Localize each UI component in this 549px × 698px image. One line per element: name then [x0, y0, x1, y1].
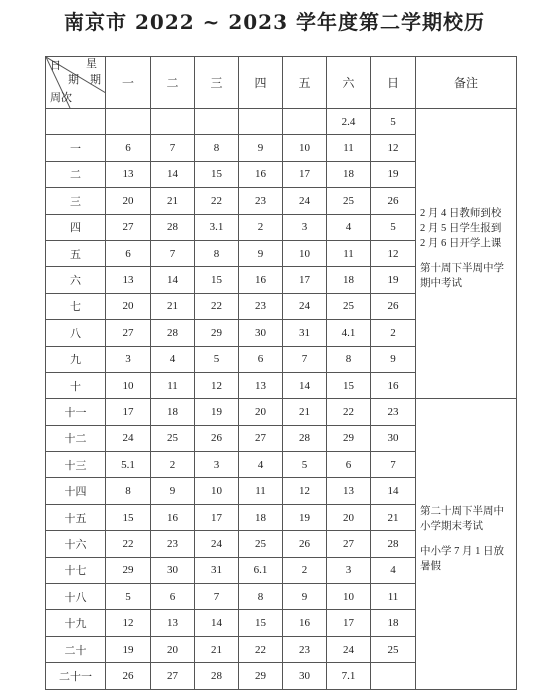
date-cell: 22 — [327, 399, 371, 425]
date-cell: 11 — [327, 135, 371, 161]
date-cell: 22 — [106, 531, 151, 557]
week-number-cell: 十 — [46, 372, 106, 398]
date-cell: 30 — [151, 557, 195, 583]
school-calendar-table — [45, 56, 517, 690]
date-cell: 24 — [327, 636, 371, 662]
corner-header-cell — [46, 57, 106, 109]
corner-label-ri: 日 — [50, 60, 61, 72]
date-cell: 23 — [239, 188, 283, 214]
note-line: 第二十周下半周中 — [420, 505, 504, 517]
date-cell: 24 — [283, 188, 327, 214]
date-cell: 18 — [151, 399, 195, 425]
date-cell: 5 — [371, 109, 416, 135]
date-cell: 13 — [327, 478, 371, 504]
date-cell: 5 — [195, 346, 239, 372]
date-cell: 25 — [327, 293, 371, 319]
date-cell — [239, 109, 283, 135]
date-cell: 7 — [283, 346, 327, 372]
date-cell: 14 — [371, 478, 416, 504]
date-cell: 7 — [151, 135, 195, 161]
date-cell: 10 — [195, 478, 239, 504]
note-line: 2 月 4 日教师到校 — [420, 208, 502, 220]
day-header-thu: 四 — [239, 57, 283, 109]
date-cell: 8 — [327, 346, 371, 372]
corner-label-qi-2: 期 — [90, 74, 101, 86]
date-cell: 19 — [283, 504, 327, 530]
day-header-mon: 一 — [106, 57, 151, 109]
date-cell: 20 — [239, 399, 283, 425]
date-cell: 21 — [371, 504, 416, 530]
date-cell: 26 — [371, 293, 416, 319]
date-cell: 20 — [327, 504, 371, 530]
week-number-cell: 十六 — [46, 531, 106, 557]
date-cell: 24 — [283, 293, 327, 319]
corner-label-qi-1: 期 — [68, 74, 79, 86]
date-cell: 11 — [239, 478, 283, 504]
date-cell: 12 — [195, 372, 239, 398]
date-cell: 4.1 — [327, 320, 371, 346]
date-cell: 27 — [106, 214, 151, 240]
date-cell: 10 — [327, 584, 371, 610]
date-cell: 4 — [327, 214, 371, 240]
date-cell: 27 — [151, 663, 195, 689]
date-cell: 13 — [106, 161, 151, 187]
page-title: 南京市 2022 ~ 2023 学年度第二学期校历 — [64, 10, 485, 34]
date-cell: 17 — [283, 267, 327, 293]
week-number-cell: 二十一 — [46, 663, 106, 689]
date-cell: 26 — [283, 531, 327, 557]
date-cell: 21 — [151, 293, 195, 319]
date-cell: 28 — [151, 214, 195, 240]
note-line: 期中考试 — [420, 278, 462, 290]
date-cell: 20 — [106, 293, 151, 319]
week-number-cell: 七 — [46, 293, 106, 319]
date-cell: 8 — [239, 584, 283, 610]
date-cell: 31 — [283, 320, 327, 346]
header-row — [46, 57, 517, 109]
date-cell: 6 — [151, 584, 195, 610]
date-cell: 18 — [371, 610, 416, 636]
date-cell: 7 — [371, 452, 416, 478]
date-cell: 9 — [371, 346, 416, 372]
week-number-cell: 六 — [46, 267, 106, 293]
notes-cell-upper — [416, 109, 517, 399]
date-cell: 13 — [239, 372, 283, 398]
note-line: 2 月 5 日学生报到 — [420, 223, 502, 235]
week-number-cell: 十一 — [46, 399, 106, 425]
date-cell: 20 — [106, 188, 151, 214]
note-arrival — [420, 206, 512, 251]
date-cell: 3 — [283, 214, 327, 240]
date-cell: 2.4 — [327, 109, 371, 135]
date-cell: 7 — [195, 584, 239, 610]
date-cell: 11 — [151, 372, 195, 398]
week-number-cell: 十二 — [46, 425, 106, 451]
date-cell: 17 — [283, 161, 327, 187]
date-cell: 30 — [239, 320, 283, 346]
date-cell: 14 — [195, 610, 239, 636]
week-number-cell: 一 — [46, 135, 106, 161]
date-cell: 16 — [151, 504, 195, 530]
date-cell: 14 — [151, 267, 195, 293]
date-cell: 2 — [151, 452, 195, 478]
date-cell: 29 — [195, 320, 239, 346]
week-number-cell: 二十 — [46, 636, 106, 662]
week-number-cell: 三 — [46, 188, 106, 214]
note-final-exam — [420, 504, 512, 534]
date-cell: 11 — [327, 240, 371, 266]
date-cell: 16 — [239, 161, 283, 187]
date-cell: 12 — [106, 610, 151, 636]
week-number-cell: 十八 — [46, 584, 106, 610]
date-cell: 4 — [239, 452, 283, 478]
date-cell: 31 — [195, 557, 239, 583]
date-cell: 21 — [283, 399, 327, 425]
date-cell: 28 — [151, 320, 195, 346]
date-cell: 26 — [371, 188, 416, 214]
date-cell: 2 — [239, 214, 283, 240]
date-cell: 3 — [195, 452, 239, 478]
date-cell: 16 — [239, 267, 283, 293]
date-cell: 4 — [151, 346, 195, 372]
date-cell: 9 — [239, 135, 283, 161]
date-cell: 2 — [283, 557, 327, 583]
date-cell: 29 — [327, 425, 371, 451]
date-cell: 7.1 — [327, 663, 371, 689]
date-cell: 9 — [239, 240, 283, 266]
date-cell: 28 — [371, 531, 416, 557]
date-cell: 8 — [195, 135, 239, 161]
day-header-tue: 二 — [151, 57, 195, 109]
note-line: 小学期末考试 — [420, 520, 483, 532]
date-cell — [151, 109, 195, 135]
note-summer-break — [420, 544, 512, 574]
date-cell: 25 — [151, 425, 195, 451]
date-cell: 3 — [327, 557, 371, 583]
date-cell: 12 — [371, 135, 416, 161]
notes-header: 备注 — [416, 57, 517, 109]
date-cell: 15 — [195, 161, 239, 187]
date-cell: 6 — [106, 240, 151, 266]
date-cell: 15 — [239, 610, 283, 636]
note-line: 中小学 7 月 1 日放 — [420, 545, 504, 557]
date-cell: 19 — [195, 399, 239, 425]
week-number-cell — [46, 109, 106, 135]
week-number-cell: 十五 — [46, 504, 106, 530]
week-row — [46, 399, 517, 425]
date-cell: 9 — [283, 584, 327, 610]
date-cell: 17 — [327, 610, 371, 636]
date-cell: 25 — [327, 188, 371, 214]
date-cell: 5.1 — [106, 452, 151, 478]
date-cell: 29 — [106, 557, 151, 583]
date-cell: 10 — [106, 372, 151, 398]
week-number-cell: 十九 — [46, 610, 106, 636]
week-number-cell: 八 — [46, 320, 106, 346]
corner-label-zhouci: 周次 — [50, 92, 72, 104]
date-cell: 10 — [283, 135, 327, 161]
notes-cell-lower — [416, 399, 517, 689]
date-cell: 18 — [327, 267, 371, 293]
date-cell: 15 — [327, 372, 371, 398]
date-cell: 6 — [327, 452, 371, 478]
date-cell: 22 — [195, 293, 239, 319]
date-cell: 21 — [151, 188, 195, 214]
date-cell: 26 — [106, 663, 151, 689]
date-cell: 29 — [239, 663, 283, 689]
date-cell: 15 — [106, 504, 151, 530]
date-cell: 15 — [195, 267, 239, 293]
date-cell: 30 — [283, 663, 327, 689]
week-number-cell: 十三 — [46, 452, 106, 478]
corner-label-xing: 星 — [86, 58, 97, 70]
date-cell: 18 — [239, 504, 283, 530]
date-cell: 16 — [371, 372, 416, 398]
date-cell: 23 — [283, 636, 327, 662]
date-cell: 27 — [239, 425, 283, 451]
note-line: 暑假 — [420, 560, 441, 572]
date-cell: 23 — [371, 399, 416, 425]
note-line: 第十周下半周中学 — [420, 263, 504, 275]
date-cell: 17 — [106, 399, 151, 425]
date-cell: 5 — [283, 452, 327, 478]
date-cell: 5 — [106, 584, 151, 610]
date-cell: 6 — [239, 346, 283, 372]
date-cell: 14 — [151, 161, 195, 187]
week-number-cell: 五 — [46, 240, 106, 266]
date-cell: 12 — [371, 240, 416, 266]
week-row — [46, 109, 517, 135]
week-number-cell: 二 — [46, 161, 106, 187]
date-cell — [371, 663, 416, 689]
date-cell: 19 — [371, 267, 416, 293]
date-cell: 19 — [106, 636, 151, 662]
date-cell — [283, 109, 327, 135]
date-cell: 6 — [106, 135, 151, 161]
date-cell: 9 — [151, 478, 195, 504]
date-cell: 24 — [195, 531, 239, 557]
date-cell: 24 — [106, 425, 151, 451]
date-cell: 5 — [371, 214, 416, 240]
date-cell: 25 — [371, 636, 416, 662]
date-cell: 21 — [195, 636, 239, 662]
week-number-cell: 九 — [46, 346, 106, 372]
date-cell: 11 — [371, 584, 416, 610]
date-cell: 20 — [151, 636, 195, 662]
date-cell: 14 — [283, 372, 327, 398]
date-cell: 8 — [106, 478, 151, 504]
date-cell: 18 — [327, 161, 371, 187]
date-cell: 17 — [195, 504, 239, 530]
date-cell: 23 — [151, 531, 195, 557]
day-header-sun: 日 — [371, 57, 416, 109]
date-cell: 3 — [106, 346, 151, 372]
date-cell: 30 — [371, 425, 416, 451]
date-cell: 28 — [195, 663, 239, 689]
note-midterm — [420, 261, 512, 291]
date-cell: 13 — [151, 610, 195, 636]
day-header-sat: 六 — [327, 57, 371, 109]
date-cell: 23 — [239, 293, 283, 319]
date-cell: 3.1 — [195, 214, 239, 240]
date-cell: 7 — [151, 240, 195, 266]
date-cell: 27 — [106, 320, 151, 346]
week-number-cell: 十七 — [46, 557, 106, 583]
date-cell: 28 — [283, 425, 327, 451]
date-cell — [106, 109, 151, 135]
date-cell: 22 — [239, 636, 283, 662]
date-cell: 10 — [283, 240, 327, 266]
date-cell: 2 — [371, 320, 416, 346]
date-cell: 8 — [195, 240, 239, 266]
date-cell: 19 — [371, 161, 416, 187]
day-header-wed: 三 — [195, 57, 239, 109]
date-cell: 22 — [195, 188, 239, 214]
date-cell: 4 — [371, 557, 416, 583]
note-line: 2 月 6 日开学上课 — [420, 238, 502, 250]
date-cell: 6.1 — [239, 557, 283, 583]
date-cell: 25 — [239, 531, 283, 557]
date-cell: 16 — [283, 610, 327, 636]
day-header-fri: 五 — [283, 57, 327, 109]
week-number-cell: 十四 — [46, 478, 106, 504]
week-number-cell: 四 — [46, 214, 106, 240]
date-cell: 13 — [106, 267, 151, 293]
date-cell — [195, 109, 239, 135]
date-cell: 12 — [283, 478, 327, 504]
date-cell: 27 — [327, 531, 371, 557]
date-cell: 26 — [195, 425, 239, 451]
